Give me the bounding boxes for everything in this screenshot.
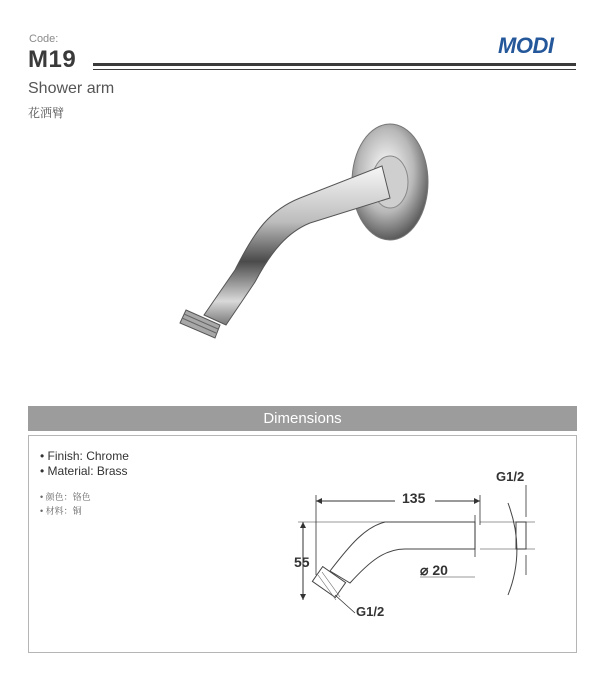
dimensions-header <box>28 406 577 431</box>
code-label: Code: <box>29 33 59 45</box>
product-code: M19 <box>28 46 77 73</box>
drawing-arm <box>330 522 475 583</box>
technical-drawing <box>290 465 570 635</box>
bottom-thread-label: G1/2 <box>356 604 385 619</box>
header-rule-thick <box>93 63 576 66</box>
arm-pipe <box>204 166 390 325</box>
specs-cn <box>40 490 91 518</box>
product-name-cn: 花洒臂 <box>28 106 65 120</box>
specs-en <box>40 449 129 479</box>
spec-material-cn: • 材料：铜 <box>40 506 82 516</box>
spec-finish-cn: • 颜色：铬色 <box>40 492 91 502</box>
spec-finish: • Finish: Chrome <box>40 449 129 463</box>
length-dimension-label: 135 <box>402 490 426 506</box>
diameter-label: ⌀ 20 <box>420 562 448 578</box>
spec-material: • Material: Brass <box>40 464 128 478</box>
header-rule-thin <box>93 69 576 70</box>
product-photo <box>160 120 460 340</box>
dimensions-title: Dimensions <box>263 410 342 427</box>
brand-logo: MODI <box>498 33 554 58</box>
top-thread-label: G1/2 <box>496 469 525 484</box>
height-dimension-label: 55 <box>294 554 310 570</box>
product-name-en: Shower arm <box>28 80 115 97</box>
